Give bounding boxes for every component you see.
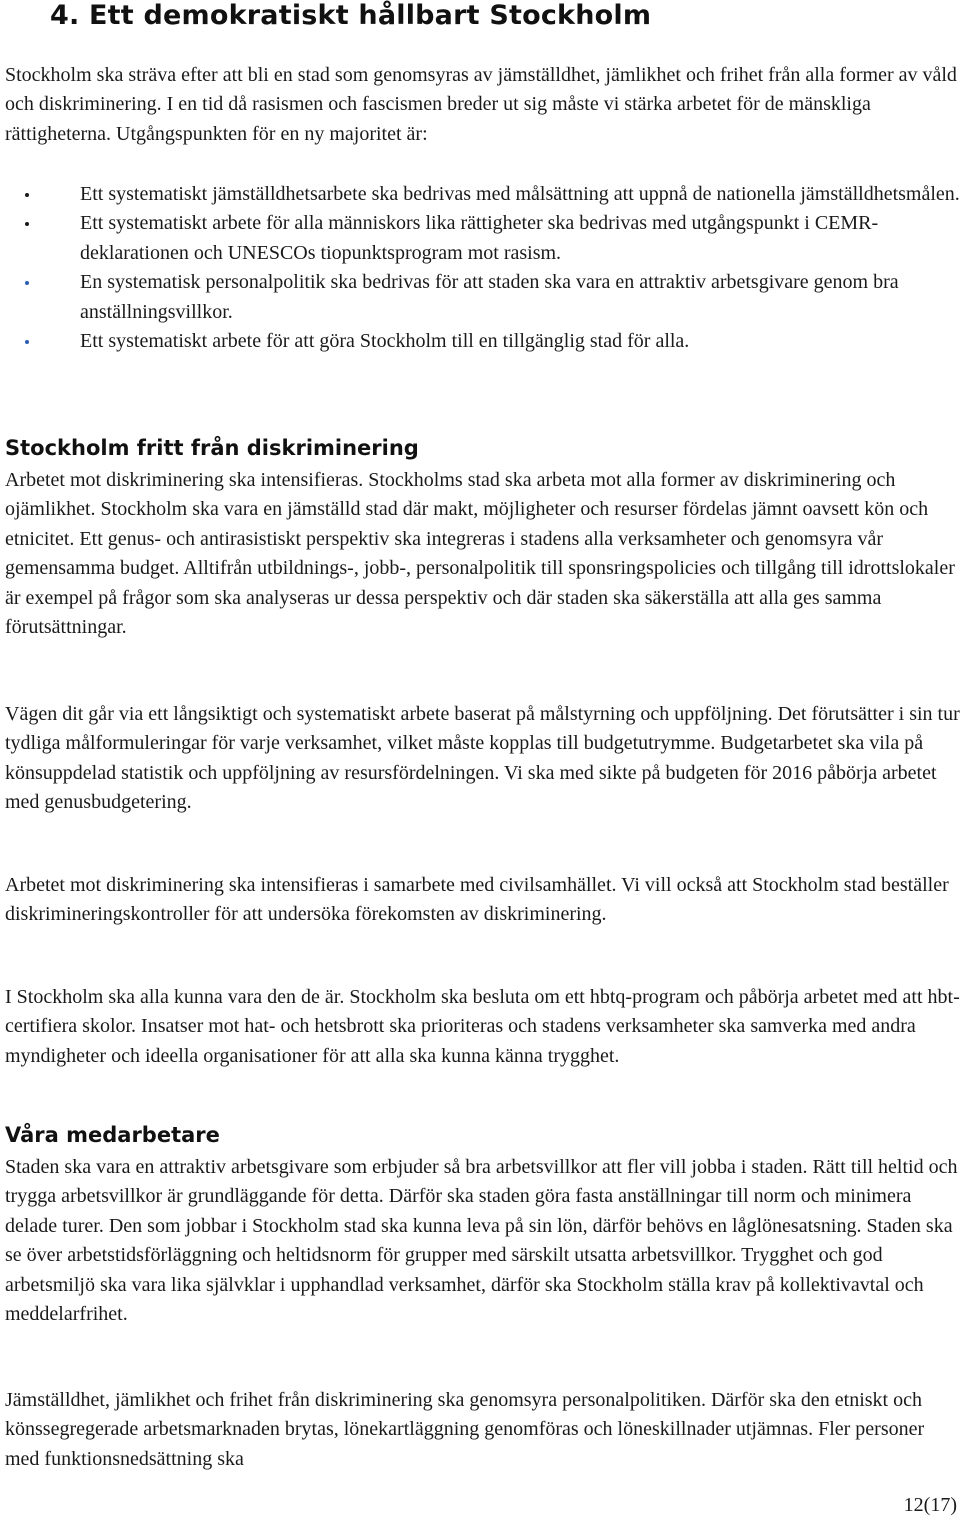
discrimination-paragraph-1: Arbetet mot diskriminering ska intensifieras. Stockholms stad ska arbeta mot alla former av diskriminering och ojämlikhet. Stockholm ska vara en jämställd stad där makt, möjligheter och resurser fördelas jämnt oavsett kön och etnicitet. Ett genus- och antirasistiskt perspektiv ska integreras i stadens alla verksamheter och genomsyra vår gemensamma budget. Alltifrån utbildnings-, jobb-, personalpolitik till sponsringspolicies och tillgång till idrottslokaler är exempel på frågor som ska analyseras ur dessa perspektiv och där staden ska säkerställa att alla ges samma förutsättningar.	[5, 469, 955, 639]
section-heading-employees: Våra medarbetare	[5, 1123, 220, 1147]
chapter-title: 4. Ett demokratiskt hållbart Stockholm	[50, 0, 652, 31]
discrimination-paragraph-4: I Stockholm ska alla kunna vara den de är. Stockholm ska besluta om ett hbtq-program och påbörja arbetet med att hbt-certifiera skolor. Insatser mot hat- och hetsbrott ska prioriteras och stadens verksamheter ska samverka med andra myndigheter och ideella organisationer för att alla ska kunna känna trygghet.	[5, 986, 960, 1067]
bullet-dot-icon	[25, 193, 29, 197]
section-heading-discrimination: Stockholm fritt från diskriminering	[5, 436, 419, 460]
employees-paragraph-2: Jämställdhet, jämlikhet och frihet från diskriminering ska genomsyra personalpolitiken. Därför ska den etniskt och könssegregerade arbetsmarknaden brytas, lönekartläggning genomföras och löneskillnader utjämnas. Fler personer med funktionsnedsättning ska	[5, 1389, 925, 1470]
intro-bullet-list	[5, 180, 960, 356]
bullet-item	[5, 327, 960, 356]
intro-paragraph: Stockholm ska sträva efter att bli en stad som genomsyras av jämställdhet, jämlikhet och frihet från alla former av våld och diskriminering. I en tid då rasismen och fascismen breder ut sig måste vi stärka arbetet för de mänskliga rättigheterna. Utgångspunkten för en ny majoritet är:	[5, 64, 957, 145]
page-number: 12(17)	[903, 1494, 957, 1516]
bullet-dot-icon	[25, 340, 29, 344]
bullet-text: En systematisk personalpolitik ska bedrivas för att staden ska vara en attraktiv arbetsgivare genom bra anställningsvillkor.	[80, 271, 899, 323]
employees-paragraph-1: Staden ska vara en attraktiv arbetsgivare som erbjuder så bra arbetsvillkor att fler vill jobba i staden. Rätt till heltid och trygga arbetsvillkor är grundläggande för detta. Därför ska staden göra fasta anställningar till norm och minimera delade turer. Den som jobbar i Stockholm stad ska kunna leva på sin lön, därför behövs en låglönesatsning. Staden ska se över arbetstidsförläggning och heltidsnorm för grupper med särskilt utsatta arbetsvillkor. Trygghet och god arbetsmiljö ska vara lika självklar i upphandlad verksamhet, därför ska Stockholm ställa krav på kollektivavtal och meddelarfrihet.	[5, 1156, 958, 1326]
bullet-item	[5, 180, 960, 209]
bullet-text: Ett systematiskt arbete för att göra Stockholm till en tillgänglig stad för alla.	[80, 330, 690, 353]
discrimination-paragraph-2: Vägen dit går via ett långsiktigt och systematiskt arbete baserat på målstyrning och uppföljning. Det förutsätter i sin tur tydliga målformuleringar för varje verksamhet, vilket måste kopplas till budgetutrymme. Budgetarbetet ska vila på könsuppdelad statistik och uppföljning av resursfördelningen. Vi ska med sikte på budgeten för 2016 påbörja arbetet med genusbudgetering.	[5, 703, 960, 814]
bullet-dot-icon	[25, 281, 29, 285]
bullet-text: Ett systematiskt arbete för alla människors lika rättigheter ska bedrivas med utgångspunkt i CEMR-deklarationen och UNESCOs tiopunktsprogram mot rasism.	[80, 212, 879, 264]
bullet-text: Ett systematiskt jämställdhetsarbete ska bedrivas med målsättning att uppnå de nationella jämställdhetsmålen.	[80, 183, 960, 205]
bullet-dot-icon	[25, 222, 29, 226]
bullet-item	[5, 209, 960, 268]
discrimination-paragraph-3: Arbetet mot diskriminering ska intensifieras i samarbete med civilsamhället. Vi vill också att Stockholm stad beställer diskrimineringskontroller för att undersöka förekomsten av diskriminering.	[5, 874, 949, 926]
bullet-item	[5, 268, 960, 327]
